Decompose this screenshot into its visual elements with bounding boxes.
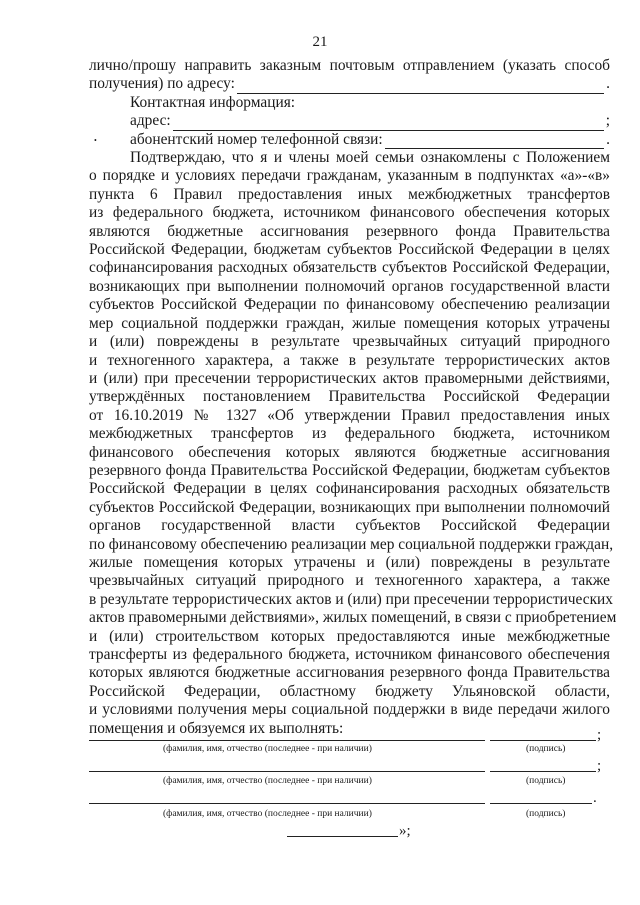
paragraph-line: в результате террористических актов и (или) при пресечении террористических xyxy=(89,590,613,608)
signature-name-field[interactable] xyxy=(89,803,485,804)
signature-name-field[interactable] xyxy=(89,771,485,772)
address-field[interactable] xyxy=(173,117,604,131)
phone-line: абонентский номер телефонной связи: . xyxy=(130,130,610,148)
paragraph-line: органов государственной власти субъектов Российской Федерации xyxy=(89,517,610,535)
paragraph1-line-2-text: получения) по адресу: xyxy=(89,75,235,93)
date-end-mark: »; xyxy=(399,823,411,839)
paragraph-line: жилые помещения которых утрачены и (или) повреждены в результате xyxy=(89,553,610,571)
signature-sign-field[interactable] xyxy=(490,771,596,772)
paragraph-line: и условиями получения меры социальной поддержки в виде передачи жилого xyxy=(89,701,610,719)
paragraph-line: и техногенного характера, а также в результате террористических актов xyxy=(89,351,610,369)
signature-end-mark: ; xyxy=(597,758,602,774)
paragraph-line: софинансирования расходных обязательств субъектов Российской Федерации, xyxy=(89,259,610,277)
sign-caption: (подпись) xyxy=(526,776,566,786)
paragraph-line: по финансовому обеспечению реализации мер социальной поддержки граждан, xyxy=(89,535,614,553)
document-body xyxy=(89,57,617,738)
paragraph-line: субъектов Российской Федерации по финансовому обеспечению реализации xyxy=(89,296,610,314)
paragraph-line: чрезвычайных ситуаций природного и техногенного характера, а также xyxy=(89,572,610,590)
paragraph-line: и (или) при пресечении террористических актов правомерными действиями, xyxy=(89,369,610,387)
paragraph-line: субъектов Российской Федерации, возникающих при выполнении полномочий xyxy=(89,498,610,516)
scan-speck: • xyxy=(94,136,97,145)
signature-name-field[interactable] xyxy=(89,740,485,741)
address-line: адрес: ; xyxy=(130,112,610,130)
signature-sign-field[interactable] xyxy=(490,803,592,804)
paragraph-line: мер социальной поддержки граждан, жилые помещения которых утрачены xyxy=(89,314,610,332)
paragraph-line: которых являются бюджетные ассигнования резервного фонда Правительства xyxy=(89,664,610,682)
paragraph-line: являются бюджетные ассигнования резервного фонда Правительства xyxy=(89,222,610,240)
fio-caption: (фамилия, имя, отчество (последнее - при наличии) xyxy=(163,809,372,819)
paragraph-line: финансового обеспечения которых являются бюджетные ассигнования xyxy=(89,443,610,461)
paragraph-line: помещения и обязуемся их выполнять: xyxy=(89,719,344,737)
paragraph-line: резервного фонда Правительства Российской Федерации, бюджетам субъектов xyxy=(89,461,610,479)
signature-end-mark: . xyxy=(593,790,597,806)
paragraph-line: о порядке и условиях передачи гражданам, указанным в подпунктах «а»-«в» xyxy=(89,167,610,185)
paragraph-line: утверждённых постановлением Правительства Российской Федерации xyxy=(89,388,610,406)
contact-heading: Контактная информация: xyxy=(130,93,296,111)
consent-paragraph xyxy=(89,149,617,738)
phone-field[interactable] xyxy=(385,135,604,149)
delivery-address-field[interactable] xyxy=(237,80,604,94)
fio-caption: (фамилия, имя, отчество (последнее - при наличии) xyxy=(163,744,372,754)
page-number: 21 xyxy=(312,34,328,50)
signature-sign-field[interactable] xyxy=(490,740,596,741)
contact-heading-line xyxy=(89,94,610,112)
paragraph-line: Российской Федерации, бюджетам субъектов Российской Федерации в целях xyxy=(89,241,610,259)
paragraph-line: трансферты из федерального бюджета, источником финансового обеспечения xyxy=(89,646,610,663)
address-label: адрес: xyxy=(130,112,171,130)
paragraph-line: и (или) повреждены в результате чрезвычайных ситуаций природного xyxy=(89,333,610,351)
paragraph-line: актов правомерными действиями», жилых помещений, в связи с приобретением xyxy=(89,609,617,627)
paragraph-line: от 16.10.2019 № 1327 «Об утверждении Правил предоставления иных xyxy=(89,406,610,424)
date-field[interactable] xyxy=(287,836,398,837)
paragraph-line: межбюджетных трансфертов из федерального бюджета, источником xyxy=(89,425,610,443)
paragraph-line: Подтверждаю, что я и члены моей семьи ознакомлены с Положением xyxy=(130,149,610,167)
paragraph1-line-1: лично/прошу направить заказным почтовым отправлением (указать способ xyxy=(89,57,610,74)
sign-caption: (подпись) xyxy=(526,744,566,754)
phone-label: абонентский номер телефонной связи: xyxy=(130,130,383,148)
paragraph-line: из федерального бюджета, источником финансового обеспечения которых xyxy=(89,204,610,222)
paragraph-line: пункта 6 Правил предоставления иных межбюджетных трансфертов xyxy=(89,185,610,203)
sign-caption: (подпись) xyxy=(526,809,566,819)
paragraph1-line-2: получения) по адресу: . xyxy=(89,75,610,93)
paragraph-line: Российской Федерации, областному бюджету Ульяновской области, xyxy=(89,682,610,700)
paragraph-line: Российской Федерации в целях софинансирования расходных обязательств xyxy=(89,480,610,498)
paragraph-line: возникающих при выполнении полномочий органов государственной власти xyxy=(89,277,610,295)
paragraph-line: и (или) строительством которых предоставляются иные межбюджетные xyxy=(89,627,610,645)
fio-caption: (фамилия, имя, отчество (последнее - при наличии) xyxy=(163,776,372,786)
signature-end-mark: ; xyxy=(597,727,602,743)
